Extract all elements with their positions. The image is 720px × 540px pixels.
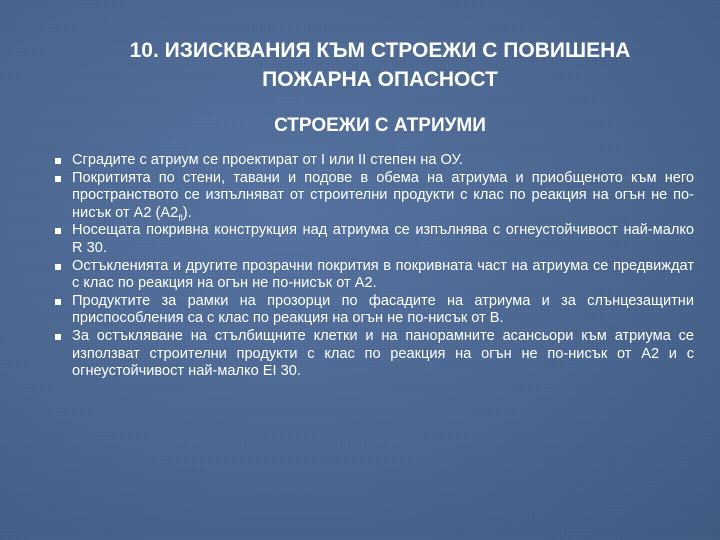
bullet-subscript: fl — [178, 212, 183, 223]
square-bullet-icon — [55, 299, 61, 305]
bullet-text: За остъкляване на стълбищните клетки и на панорамните асансьори към атриума се използват строителни продукти с клас по реакция на огън не по-нисък от А2 и с огнеустойчивост най-малко EI 30. — [72, 327, 694, 380]
square-bullet-icon — [55, 334, 61, 340]
bullet-list — [72, 152, 694, 381]
bullet-item — [72, 258, 694, 293]
bullet-text: Сградите с атриум се проектират от I или II степен на ОУ. — [72, 152, 463, 168]
bullet-item — [72, 170, 694, 223]
section-subtitle: СТРОЕЖИ С АТРИУМИ — [274, 115, 486, 136]
square-bullet-icon — [55, 176, 61, 182]
bullet-text: Покритията по стени, тавани и подове в обема на атриума и приобщеното към него пространството се изпълняват от строителни продукти с клас по реакция на огън не по-нисък от А2 (А2 — [72, 169, 694, 221]
slide-title-line-1: 10. ИЗИСКВАНИЯ КЪМ СТРОЕЖИ С ПОВИШЕНА — [129, 39, 631, 62]
slide-title-line-2: ПОЖАРНА ОПАСНОСТ — [262, 68, 498, 91]
square-bullet-icon — [55, 228, 61, 234]
square-bullet-icon — [55, 158, 61, 164]
bullet-text-end: ). — [182, 204, 192, 221]
square-bullet-icon — [55, 264, 61, 270]
bullet-item — [72, 152, 694, 170]
bullet-item — [72, 328, 694, 381]
bullet-item — [72, 222, 694, 257]
bullet-item — [72, 293, 694, 328]
bullet-text: Остъкленията и другите прозрачни покрития в покривната част на атриума се предвиждат с клас по реакция на огън не по-нисък от А2. — [72, 257, 694, 292]
bullet-text: Продуктите за рамки на прозорци по фасадите на атриума и за слънцезащитни приспособления са с клас по реакция на огън не по-нисък от В. — [72, 292, 694, 327]
bullet-text: Носещата покривна конструкция над атриума се изпълнява с огнеустойчивост най-малко R 30. — [72, 222, 694, 256]
slide-title — [60, 36, 700, 94]
